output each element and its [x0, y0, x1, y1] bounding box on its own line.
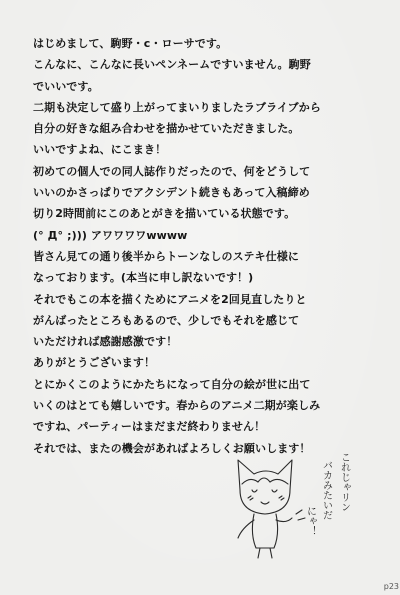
text-line: (° Д° ;))) アワワワワwwww	[33, 228, 188, 242]
text-line: 初めての個人での同人誌作りだったので、何をどうして	[33, 164, 311, 178]
afterword-text	[33, 33, 378, 459]
chibi-cat-doodle	[228, 448, 358, 560]
text-line: それでは、またの機会があればよろしくお願いします！	[33, 441, 311, 455]
text-line: いくのはとても嬉しいです。春からのアニメ二期が楽しみ	[33, 399, 321, 413]
text-line: ですね、パーティーはまだまだ終わりません！	[33, 420, 266, 434]
text-line: とにかくこのようにかたちになって自分の絵が世に出て	[33, 377, 311, 391]
text-line: いいのかさっぱりでアクシデント続きもあって入稿締め	[33, 186, 310, 200]
text-line: なっております。(本当に申し訳ないです！)	[33, 271, 254, 285]
page-number: p23	[383, 582, 399, 591]
doodle-caption-3: にゃ！	[304, 506, 316, 536]
text-line: 皆さん見ての通り後半からトーンなしのステキ仕様に	[33, 249, 299, 263]
doodle-caption-1: これじゃリン	[338, 452, 350, 512]
text-line: ありがとうございます！	[33, 356, 156, 370]
doodle-caption-2: バカみたいだ	[320, 460, 332, 520]
text-line: こんなに、こんなに長いペンネームですいません。駒野	[33, 58, 311, 72]
text-line: はじめまして、駒野・c・ローサです。	[33, 37, 228, 50]
text-line: いただければ感謝感激です！	[33, 335, 178, 349]
text-line: いいですよね、にこまき！	[33, 143, 167, 157]
text-line: がんばったところもあるので、少しでもそれを感じて	[33, 313, 300, 327]
text-line: 自分の好きな組み合わせを描かせていただきました。	[33, 122, 300, 136]
text-line: それでもこの本を描くためにアニメを2回見直したりと	[33, 292, 307, 306]
text-line: 二期も決定して盛り上がってまいりましたラブライブから	[33, 100, 321, 114]
text-line: でいいです。	[33, 79, 99, 93]
text-line: 切り2時間前にこのあとがきを描いている状態です。	[33, 207, 296, 221]
